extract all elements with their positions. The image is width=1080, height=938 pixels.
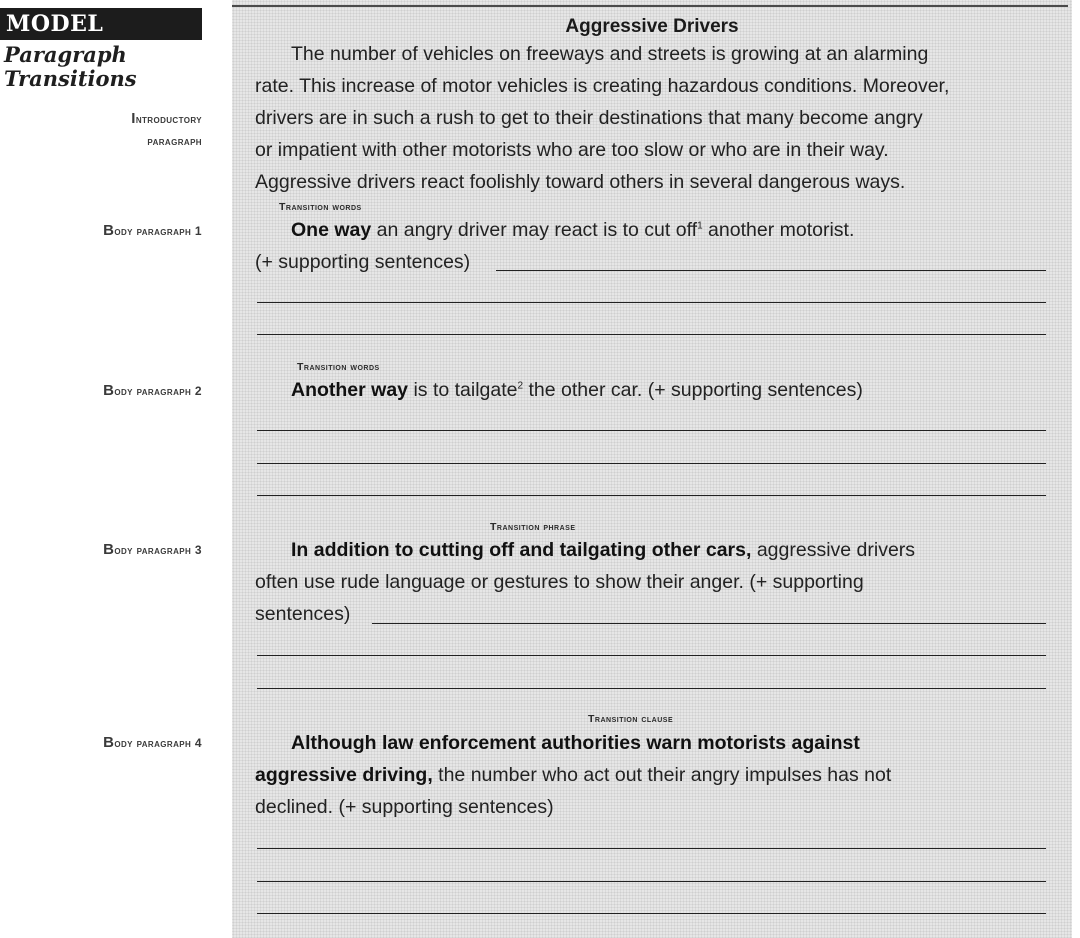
- intro-paragraph: [255, 38, 1055, 198]
- body-paragraph-4-label: Body paragraph 4: [103, 734, 202, 751]
- transition-phrase-label: Transition phrase: [490, 521, 576, 533]
- body-paragraph-1: One way an angry driver may react is to cut off$^1$ another motorist. (+ supporting sentences): [255, 214, 1055, 278]
- writing-line: [257, 655, 1046, 656]
- intro-paragraph-label: Introductory paragraph: [131, 110, 202, 148]
- section-title-line1: Paragraph: [4, 42, 127, 67]
- section-title-line2: Transitions: [4, 66, 137, 91]
- footnote-2: 2: [517, 380, 524, 392]
- supporting-sentences: (+ supporting sentences): [255, 251, 471, 273]
- body-paragraph-2: Another way is to tailgate$^2$ the other car. (+ supporting sentences): [291, 379, 863, 401]
- transition-in-addition: In addition to cutting off and tailgating other cars,: [291, 539, 752, 561]
- writing-line: [257, 302, 1046, 303]
- writing-line: [257, 334, 1046, 335]
- top-rule: [232, 5, 1068, 7]
- writing-line: [257, 913, 1046, 914]
- body-paragraph-1-label: Body paragraph 1: [103, 222, 202, 239]
- body-paragraph-4: Although law enforcement authorities warn motorists against aggressive driving, the number who act out their angry impulses has not declined. (+ supporting sentences): [255, 732, 892, 818]
- writing-line: [257, 463, 1046, 464]
- intro-line: rate. This increase of motor vehicles is creating hazardous conditions. Moreover,: [255, 75, 950, 97]
- writing-line: [257, 688, 1046, 689]
- body-paragraph-3-label: Body paragraph 3: [103, 541, 202, 558]
- section-title: [4, 43, 137, 91]
- transition-one-way: One way: [291, 219, 372, 241]
- body-paragraph-3: In addition to cutting off and tailgating other cars, aggressive drivers often use rude language or gestures to show their anger. (+ supporting sentences): [255, 539, 916, 625]
- writing-line: [257, 848, 1046, 849]
- writing-line: [257, 881, 1046, 882]
- transition-clause-label: Transition clause: [588, 713, 674, 725]
- model-tag: MODEL: [0, 8, 202, 40]
- intro-line: or impatient with other motorists who are too slow or who are in their way.: [255, 139, 889, 161]
- writing-line: [372, 623, 1046, 624]
- body-paragraph-2-label: Body paragraph 2: [103, 382, 202, 399]
- intro-line: The number of vehicles on freeways and streets is growing at an alarming: [291, 43, 929, 65]
- intro-line: Aggressive drivers react foolishly toward others in several dangerous ways.: [255, 171, 906, 193]
- writing-line: [496, 270, 1046, 271]
- intro-line: drivers are in such a rush to get to their destinations that many become angry: [255, 107, 923, 129]
- transition-words-label-2: Transition words: [297, 361, 380, 373]
- transition-although: Although law enforcement authorities warn motorists against: [291, 732, 860, 754]
- writing-line: [257, 430, 1046, 431]
- essay-title: Aggressive Drivers: [565, 16, 739, 37]
- footnote-1: 1: [697, 220, 703, 232]
- transition-another-way: Another way: [291, 379, 409, 401]
- writing-line: [257, 495, 1046, 496]
- transition-words-label-1: Transition words: [279, 201, 362, 213]
